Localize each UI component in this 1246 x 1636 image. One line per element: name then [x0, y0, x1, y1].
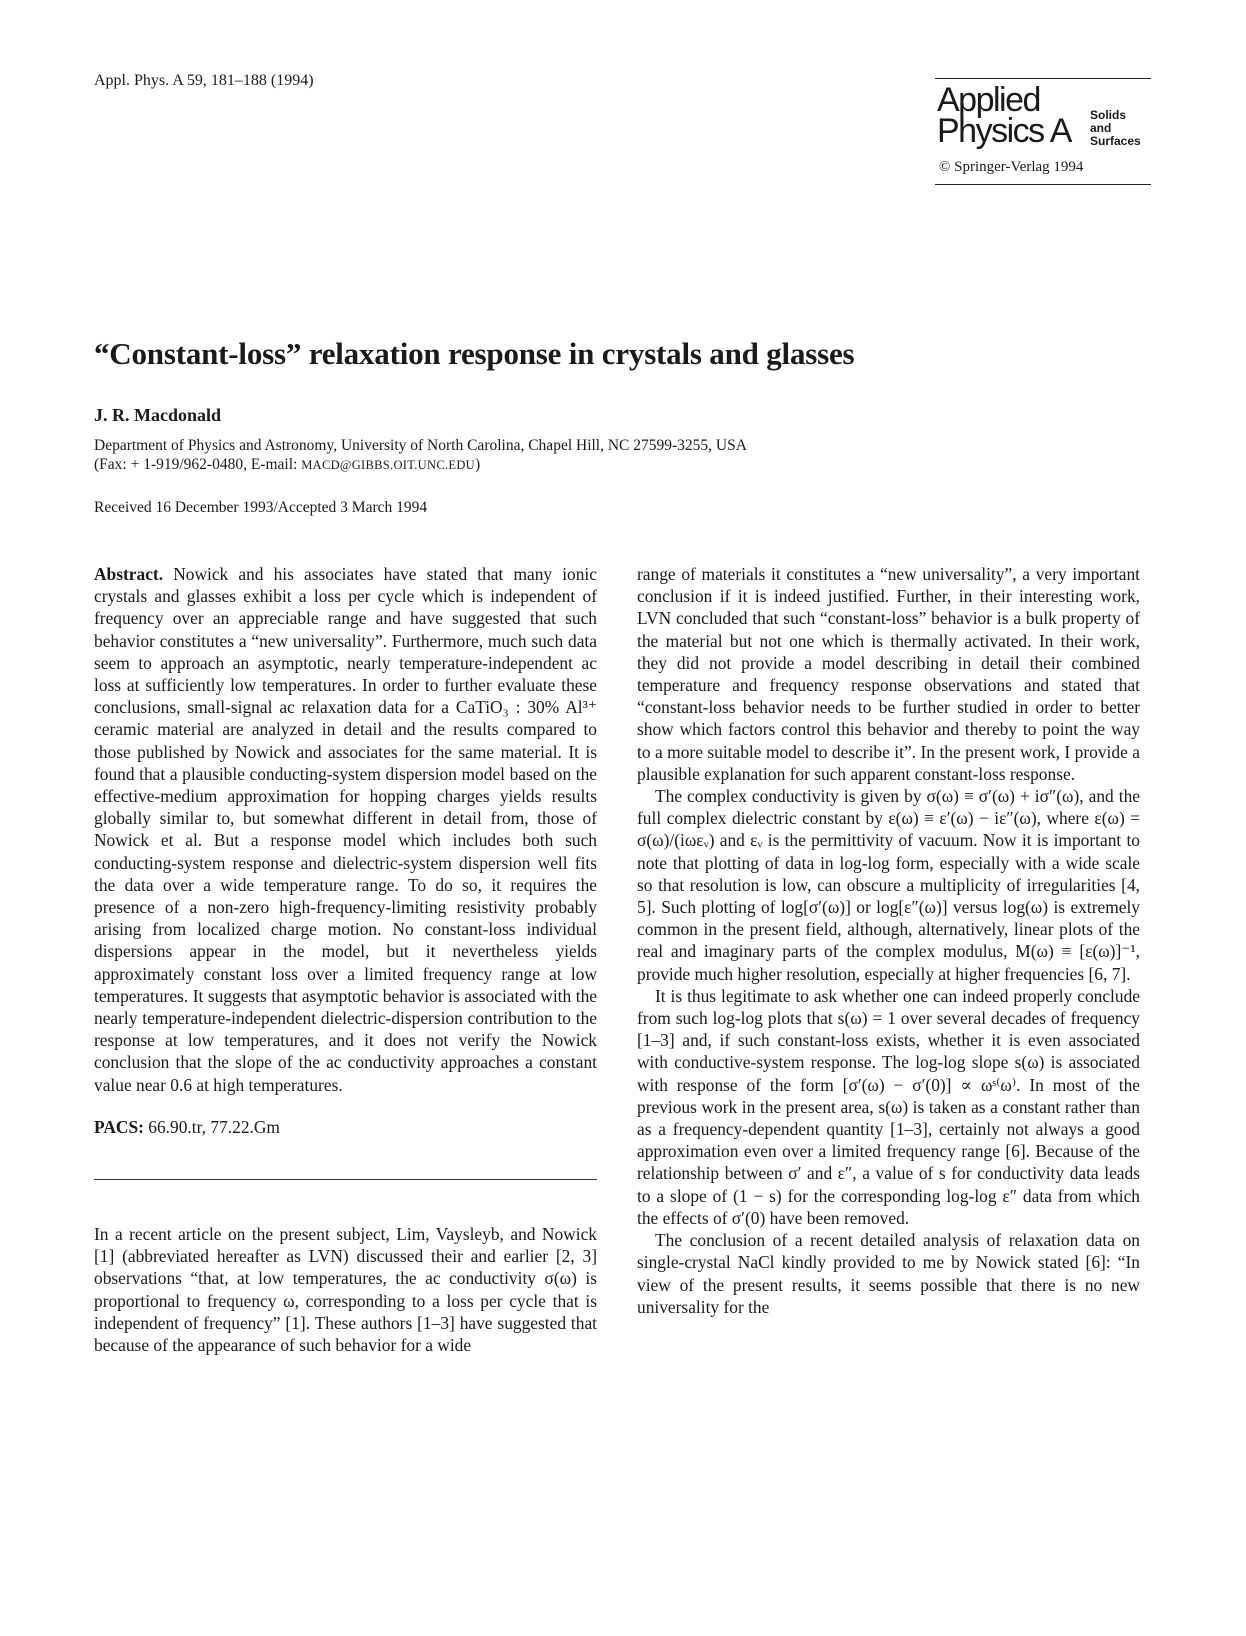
article-title: “Constant-loss” relaxation response in crystals and glasses — [94, 336, 855, 371]
pacs-line — [94, 1116, 597, 1138]
body-paragraph: It is thus legitimate to ask whether one can indeed properly conclude from such log-log plots that s(ω) = 1 over several decades of frequency [1–3] and, if such constant-loss exists, whether it is even associated with conductive-system response. The log-log slope s(ω) is associated with response of the form [σ′(ω) − σ′(0)] ∝ ωˢ⁽ω⁾. In most of the previous work in the present area, s(ω) is taken as a constant rather than as a frequency-dependent quantity [1–3], certainly not always a good approximation even over a limited frequency range [6]. Because of the relationship between σ′ and ε″, a value of s for conductivity data leads to a slope of (1 − s) for the corresponding log-log ε″ data from which the effects of σ′(0) have been removed. — [637, 985, 1140, 1228]
masthead-bottom-rule — [935, 184, 1151, 185]
abstract-label: Abstract. — [94, 564, 164, 584]
journal-section-word: Surfaces — [1090, 134, 1141, 148]
journal-section — [1090, 109, 1141, 148]
received-dates: Received 16 December 1993/Accepted 3 March 1994 — [94, 499, 428, 516]
journal-citation: Appl. Phys. A 59, 181–188 (1994) — [94, 72, 314, 89]
pacs-label: PACS: — [94, 1116, 144, 1137]
body-paragraph: The complex conductivity is given by σ(ω) ≡ σ′(ω) + iσ″(ω), and the full complex dielectric constant by ε(ω) ≡ ε′(ω) − iε″(ω), where ε(ω) = σ(ω)/(iωεᵥ) and εᵥ is the permittivity of vacuum. Now it is important to note that plotting of data in log-log form, especially with a wide scale so that resolution is low, can obscure a multiplicity of irregularities [4, 5]. Such plotting of log[σ′(ω)] or log[ε″(ω)] versus log(ω) is extremely common in the present field, although, alternatively, linear plots of the real and imaginary parts of the complex modulus, M(ω) ≡ [ε(ω)]⁻¹, provide much higher resolution, especially at higher frequencies [6, 7]. — [637, 786, 1140, 984]
intro-paragraph: In a recent article on the present subject, Lim, Vaysleyb, and Nowick [1] (abbreviated hereafter as LVN) discussed their and earlier [2, 3] observations “that, at low temperatures, the ac conductivity σ(ω) is proportional to frequency ω, corresponding to a loss per cycle that is independent of frequency” [1]. These authors [1–3] have suggested that because of the appearance of such behavior for a wide — [94, 1224, 597, 1356]
journal-logo — [935, 81, 1151, 153]
journal-section-word: Solids — [1090, 108, 1127, 122]
author-affiliation — [94, 436, 747, 475]
email-address: MACD@GIBBS.OIT.UNC.EDU — [301, 458, 475, 472]
copyright-notice: © Springer-Verlag 1994 — [939, 159, 1084, 175]
masthead-top-rule — [935, 78, 1151, 79]
fax-text: (Fax: + 1-919/962-0480, E-mail: — [94, 456, 302, 473]
pacs-codes: 66.90.tr, 77.22.Gm — [148, 1116, 280, 1137]
contact-close: ) — [475, 456, 481, 473]
contact-line — [94, 455, 747, 475]
left-column — [94, 563, 597, 1356]
journal-section-word: and — [1090, 121, 1112, 135]
abstract-text: Nowick and his associates have stated that many ionic crystals and glasses exhibit a loss per cycle which is independent of frequency over an appreciable range and have suggested that such behavior constitutes a “new universality”. Furthermore, much such data seem to approach an asymptotic, nearly temperature-independent ac loss at sufficiently low temperatures. In order to further evaluate these conclusions, small-signal ac relaxation data for a CaTiO₃ : 30% Al³⁺ ceramic material are analyzed in detail and the results compared to those published by Nowick and associates for the same material. It is found that a plausible conducting-system dispersion model based on the effective-medium approximation for hopping charges yields results globally similar to, but somewhat different in detail from, those of Nowick et al. But a response model which includes both such conducting-system response and dielectric-system dispersion well fits the data over a wide temperature range. To do so, it requires the presence of a non-zero high-frequency-limiting resistivity probably arising from localized charge motion. No constant-loss individual dispersions appear in the model, but it nevertheless yields approximately constant loss over a limited frequency range at low temperatures. It suggests that asymptotic behavior is associated with the nearly temperature-independent dielectric-dispersion contribution to the response at low temperatures, and it does not verify the Nowick conclusion that the slope of the ac conductivity approaches a constant value near 0.6 at high temperatures. — [94, 564, 597, 1095]
abstract — [94, 563, 597, 1096]
body-paragraph: The conclusion of a recent detailed analysis of relaxation data on single-crystal NaCl kindly provided to me by Nowick stated [6]: “In view of the present results, it seems possible that there is no new universality for the — [637, 1230, 1140, 1317]
body-paragraph: range of materials it constitutes a “new universality”, a very important conclusion if it is indeed justified. Further, in their interesting work, LVN concluded that such “constant-loss” behavior is a bulk property of the material but not one which is thermally activated. In their work, they did not provide a model describing in detail their combined temperature and frequency response observations and stated that “constant-loss behavior needs to be further studied in order to better show which factors control this behavior and thereby to point the way to a more suitable model to describe it”. In the present work, I provide a plausible explanation for such apparent constant-loss response. — [637, 564, 1140, 784]
affiliation-address: Department of Physics and Astronomy, University of North Carolina, Chapel Hill, NC 27599-3255, USA — [94, 437, 747, 454]
right-column — [637, 563, 1140, 1318]
journal-logo-line2: Physics A — [937, 112, 1071, 150]
abstract-divider — [94, 1179, 597, 1180]
author-name: J. R. Macdonald — [94, 405, 222, 425]
journal-logo-line1: Applied — [937, 81, 1040, 119]
journal-masthead — [935, 78, 1151, 185]
